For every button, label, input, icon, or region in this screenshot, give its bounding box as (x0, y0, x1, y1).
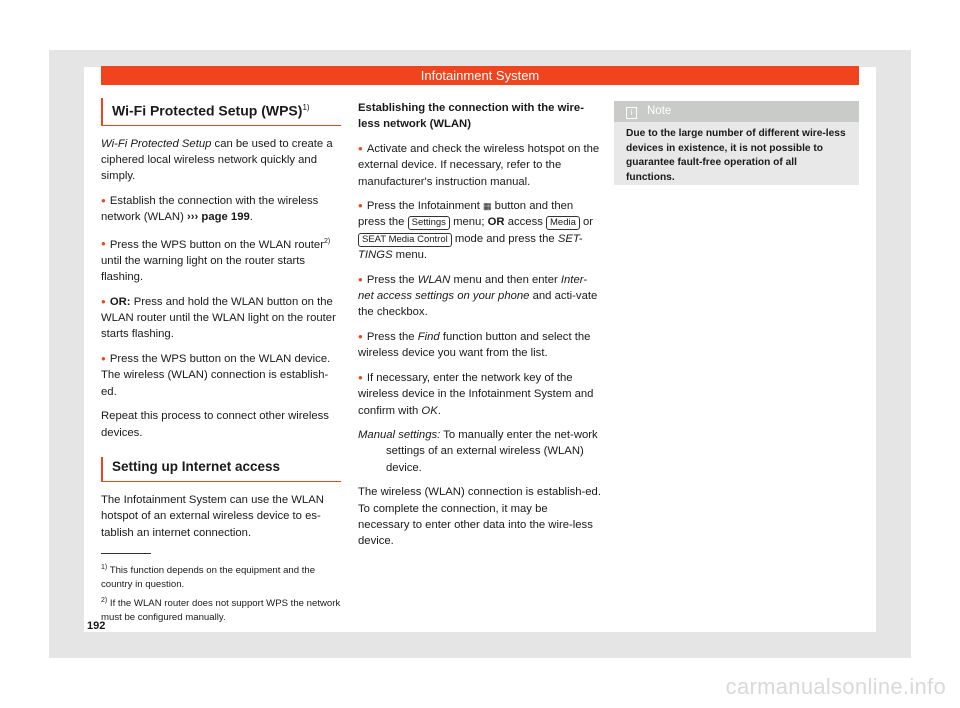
list-item: ● Press the WPS button on the WLAN device. The wireless (WLAN) connection is establish-ed. (101, 351, 341, 400)
watermark: carmanualsonline.info (725, 674, 946, 699)
seat-media-control-key[interactable]: SEAT Media Control (358, 233, 452, 247)
list-item: ● Establish the connection with the wireless network (WLAN) ››› page 199. (101, 193, 341, 226)
list-item: ● Press the Infotainment ▦ button and then press the Settings menu; OR access Media or SEAT Media Control mode and press the SET-TINGS menu. (358, 198, 601, 264)
info-icon: i (626, 107, 637, 119)
media-key[interactable]: Media (546, 216, 580, 230)
note-header: i Note (614, 101, 859, 122)
settings-key[interactable]: Settings (408, 216, 450, 230)
footnote-divider (101, 553, 151, 554)
list-item: ● Press the WLAN menu and then enter Inter-net access settings on your phone and acti-vate the checkbox. (358, 272, 601, 321)
manual-settings: Manual settings: To manually enter the net-work settings of an external wireless (WLAN) device. (358, 428, 598, 474)
page-link[interactable]: ››› page 199 (187, 211, 250, 224)
repeat-text: Repeat this process to connect other wireless devices. (101, 410, 329, 439)
list-item: ● Press the Find function button and select the wireless device you want from the list. (358, 329, 601, 362)
middle-column (358, 100, 601, 558)
section-header: Infotainment System (101, 66, 859, 85)
footnotes (101, 561, 341, 627)
note-body: Due to the large number of different wire-less devices in existence, it is not possible to guarantee fault-free operation of all functions. (626, 128, 846, 183)
list-item: ● Activate and check the wireless hotspot on the external device. If necessary, refer to the manufacturer's instruction manual. (358, 141, 601, 190)
list-item: ● OR: Press and hold the WLAN button on the WLAN router until the WLAN light on the router starts flashing. (101, 294, 341, 343)
wps-intro: Wi-Fi Protected Setup can be used to create a ciphered local wireless network quickly and simply. (101, 137, 333, 183)
footnote-1: $^{1)}$ This function depends on the equipment and the country in question. (101, 564, 316, 590)
menu-grid-icon: ▦ (483, 201, 492, 212)
internet-heading: Setting up Internet access (101, 457, 341, 482)
left-column (101, 98, 341, 549)
closing-text: The wireless (WLAN) connection is establish-ed. To complete the connection, it may be necessary to enter other data into the wire-less device. (358, 486, 601, 548)
note-box (614, 101, 859, 185)
wps-heading: Wi-Fi Protected Setup (WPS)$^{1)}$ (101, 98, 341, 126)
footnote-2: $^{2)}$ If the WLAN router does not support WPS the network must be configured manually. (101, 597, 341, 623)
wlan-heading: Establishing the connection with the wire-less network (WLAN) (358, 102, 584, 131)
internet-text: The Infotainment System can use the WLAN hotspot of an external wireless device to es-tablish an internet connection. (101, 493, 324, 539)
list-item: ● Press the WPS button on the WLAN router$^{2)}$ until the warning light on the router starts flashing. (101, 234, 341, 286)
list-item: ● If necessary, enter the network key of the wireless device in the Infotainment System and confirm with OK. (358, 370, 601, 419)
page-number: 192 (87, 620, 106, 632)
